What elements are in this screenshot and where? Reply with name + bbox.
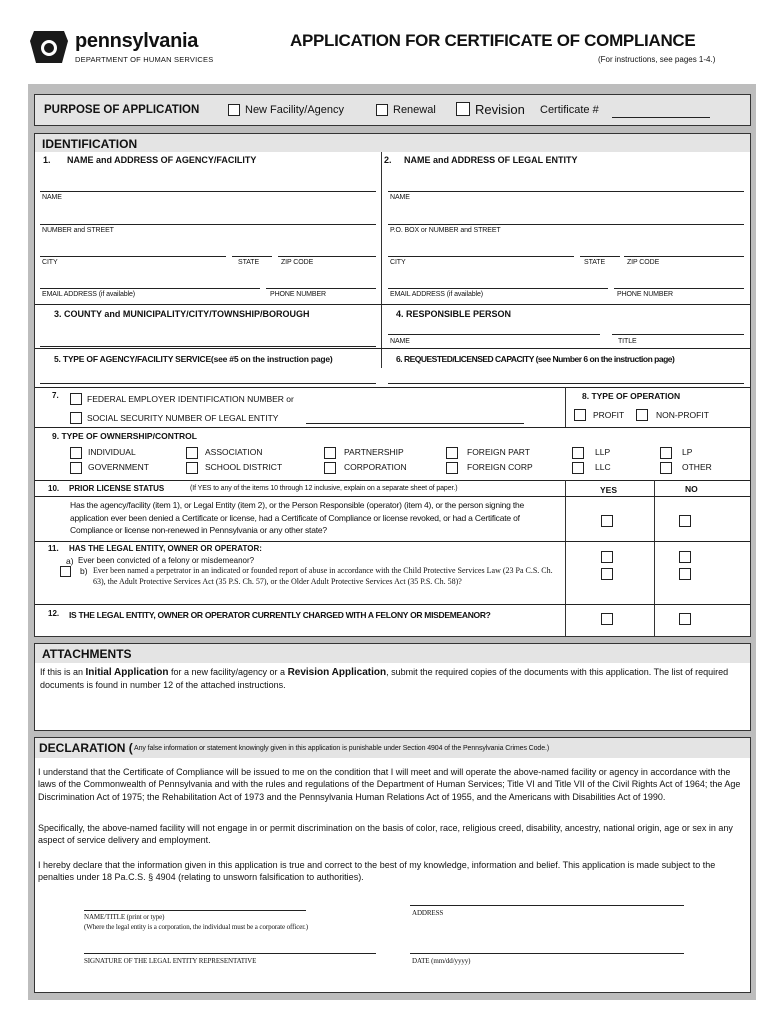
section-12-text: IS THE LEGAL ENTITY, OWNER OR OPERATOR CURRENTLY CHARGED WITH A FELONY OR MISDEMEANOR? bbox=[69, 610, 491, 620]
partnership-label: PARTNERSHIP bbox=[344, 447, 404, 457]
section-11-title: HAS THE LEGAL ENTITY, OWNER OR OPERATOR: bbox=[69, 544, 262, 553]
section-1-title: NAME and ADDRESS OF AGENCY/FACILITY bbox=[67, 155, 257, 165]
section-1-number: 1. bbox=[43, 155, 51, 165]
no-column-header: NO bbox=[685, 484, 698, 494]
foreign-part-checkbox[interactable] bbox=[446, 447, 458, 459]
section-6-title: 6. REQUESTED/LICENSED CAPACITY (see Number 6 on the instruction page) bbox=[396, 354, 675, 364]
q10-no-checkbox[interactable] bbox=[679, 515, 691, 527]
agency-zip-input[interactable] bbox=[278, 256, 376, 257]
legal-entity-phone-label: PHONE NUMBER bbox=[617, 291, 673, 298]
renewal-checkbox[interactable] bbox=[376, 104, 388, 116]
attachments-text-3: for a new facility/agency or a bbox=[168, 667, 288, 677]
attachments-header bbox=[35, 644, 750, 663]
identification-header bbox=[35, 134, 750, 152]
profit-checkbox[interactable] bbox=[574, 409, 586, 421]
llp-checkbox[interactable] bbox=[572, 447, 584, 459]
section-10-title: PRIOR LICENSE STATUS bbox=[69, 484, 165, 493]
address-input[interactable] bbox=[410, 905, 684, 906]
divider bbox=[35, 496, 750, 497]
non-profit-checkbox[interactable] bbox=[636, 409, 648, 421]
declaration-heading: DECLARATION ( bbox=[39, 741, 133, 755]
legal-entity-zip-input[interactable] bbox=[624, 256, 744, 257]
other-label: OTHER bbox=[682, 462, 712, 472]
agency-name-label: NAME bbox=[42, 194, 62, 201]
pa-logo bbox=[28, 27, 70, 65]
legal-entity-state-label: STATE bbox=[584, 259, 606, 266]
section-2-number: 2. bbox=[384, 155, 392, 165]
section-10-question: Has the agency/facility (item 1), or Legal Entity (item 2), or the Person Responsible (operator) (item 4), or the person signing the application ever been denied a Certificate or license, had a Certificate of Compliance or license revoked, or had a Certificate of Compliance or license non-renewed in Pennsylvania or any other state? bbox=[70, 500, 525, 535]
section-11-number: 11. bbox=[48, 544, 59, 553]
government-checkbox[interactable] bbox=[70, 462, 82, 474]
lp-label: LP bbox=[682, 447, 693, 457]
q11b-yes-checkbox[interactable] bbox=[601, 568, 613, 580]
foreign-corp-label: FOREIGN CORP bbox=[467, 462, 533, 472]
agency-email-label: EMAIL ADDRESS (if available) bbox=[42, 291, 136, 298]
agency-city-input[interactable] bbox=[40, 256, 226, 257]
attachments-heading: ATTACHMENTS bbox=[42, 647, 132, 661]
llc-label: LLC bbox=[595, 462, 611, 472]
attachments-text-1: If this is an bbox=[40, 667, 86, 677]
divider bbox=[35, 541, 750, 542]
revision-checkbox[interactable] bbox=[456, 102, 470, 116]
yes-column-divider bbox=[565, 480, 566, 636]
q11a-yes-checkbox[interactable] bbox=[601, 551, 613, 563]
responsible-title-label: TITLE bbox=[618, 338, 637, 345]
responsible-title-input[interactable] bbox=[612, 334, 744, 335]
date-label: DATE (mm/dd/yyyy) bbox=[412, 957, 471, 965]
legal-entity-city-label: CITY bbox=[390, 259, 406, 266]
section-11a-letter: a) bbox=[66, 556, 74, 566]
individual-checkbox[interactable] bbox=[70, 447, 82, 459]
legal-entity-zip-label: ZIP CODE bbox=[627, 259, 660, 266]
no-column-divider bbox=[654, 480, 655, 636]
q10-yes-checkbox[interactable] bbox=[601, 515, 613, 527]
divider bbox=[35, 387, 750, 388]
llc-checkbox[interactable] bbox=[572, 462, 584, 474]
revision-application-term: Revision Application bbox=[287, 667, 387, 678]
attachments-text-5: , submit the required copies of the documents with this application. The list of required documents is found in number 12 of the attached instructions. bbox=[40, 667, 729, 690]
individual-label: INDIVIDUAL bbox=[88, 447, 136, 457]
responsible-name-label: NAME bbox=[390, 338, 410, 345]
org-department: DEPARTMENT OF HUMAN SERVICES bbox=[75, 55, 214, 64]
divider bbox=[35, 427, 750, 428]
agency-email-input[interactable] bbox=[40, 288, 260, 289]
section-10-number: 10. bbox=[48, 484, 60, 493]
q12-yes-checkbox[interactable] bbox=[601, 613, 613, 625]
llp-label: LLP bbox=[595, 447, 611, 457]
signature-label: SIGNATURE OF THE LEGAL ENTITY REPRESENTATIVE bbox=[84, 957, 257, 965]
ssn-label: SOCIAL SECURITY NUMBER OF LEGAL ENTITY bbox=[87, 413, 279, 423]
association-label: ASSOCIATION bbox=[205, 447, 263, 457]
agency-street-input[interactable] bbox=[40, 224, 376, 225]
declaration-paragraph-2: Specifically, the above-named facility will not engage in or permit discrimination on the basis of color, race, religious creed, disability, ancestry, national origin, age or sex in any aspect of service delivery and employment. bbox=[38, 823, 733, 846]
agency-phone-label: PHONE NUMBER bbox=[270, 291, 326, 298]
lp-checkbox[interactable] bbox=[660, 447, 672, 459]
school-district-checkbox[interactable] bbox=[186, 462, 198, 474]
address-label: ADDRESS bbox=[412, 909, 444, 917]
divider bbox=[35, 480, 750, 481]
section-8-title: 8. TYPE OF OPERATION bbox=[582, 391, 681, 401]
foreign-corp-checkbox[interactable] bbox=[446, 462, 458, 474]
section-11b-text: Ever been named a perpetrator in an indicated or founded report of abuse in accordance with the Child Protective Services Law (23 Pa C.S. Ch. 63), the Adult Protective Services Act (35 P.S. Ch. 57), or the Older Adult Protective Services Act (35 P.S. Ch. 58)? bbox=[93, 566, 553, 586]
q11a-no-checkbox[interactable] bbox=[679, 551, 691, 563]
date-input[interactable] bbox=[410, 953, 684, 954]
name-title-label: NAME/TITLE (print or type) bbox=[84, 913, 165, 921]
agency-zip-label: ZIP CODE bbox=[281, 259, 314, 266]
keystone-icon bbox=[28, 27, 70, 65]
legal-entity-street-label: P.O. BOX or NUMBER and STREET bbox=[390, 227, 501, 234]
revision-label: Revision bbox=[475, 102, 525, 117]
section-11b-letter: b) bbox=[80, 566, 88, 576]
association-checkbox[interactable] bbox=[186, 447, 198, 459]
legal-entity-name-input[interactable] bbox=[388, 191, 744, 192]
agency-name-input[interactable] bbox=[40, 191, 376, 192]
section-12-number: 12. bbox=[48, 609, 60, 618]
section-11a-text: Ever been convicted of a felony or misdemeanor? bbox=[78, 556, 255, 565]
declaration-paragraph-1: I understand that the Certificate of Compliance will be issued to me on the condition that I will meet and will operate the above-named facility or agency in accordance with the laws of the Commonwealth of Pennsylvania and with the rules and regulations of the Department of Human Services; Title VI and Title VII of the Civil Rights Act of 1964; the Age Discrimination Act of 1975; the Rehabilitation Act of 1973 and the Pennsylvania Human Relations Act of 1955, and the Americans with Disabilities Act of 1990. bbox=[38, 767, 741, 802]
non-profit-label: NON-PROFIT bbox=[656, 410, 709, 420]
q11a-box[interactable] bbox=[60, 566, 71, 577]
q11b-no-checkbox[interactable] bbox=[679, 568, 691, 580]
ssn-input[interactable] bbox=[306, 423, 524, 424]
new-facility-checkbox[interactable] bbox=[228, 104, 240, 116]
divider bbox=[35, 304, 750, 305]
agency-street-label: NUMBER and STREET bbox=[42, 227, 114, 234]
declaration-paragraph-3: I hereby declare that the information given in this application is true and correct to the best of my knowledge, information and belief. This application is made subject to the penalties under 18 Pa.C.S. § 4904 (relating to unsworn falsification to authorities). bbox=[38, 860, 716, 883]
partnership-checkbox[interactable] bbox=[324, 447, 336, 459]
section-3-title: 3. COUNTY and MUNICIPALITY/CITY/TOWNSHIP/BOROUGH bbox=[54, 309, 310, 319]
government-label: GOVERNMENT bbox=[88, 462, 149, 472]
legal-entity-state-input[interactable] bbox=[580, 256, 620, 257]
declaration-note: Any false information or statement knowingly given in this application is punishable under Section 4904 of the Pennsylvania Crimes Code.) bbox=[134, 745, 550, 752]
foreign-part-label: FOREIGN PART bbox=[467, 447, 530, 457]
school-district-label: SCHOOL DISTRICT bbox=[205, 462, 283, 472]
identification-heading: IDENTIFICATION bbox=[42, 137, 138, 151]
initial-application-term: Initial Application bbox=[85, 667, 169, 678]
fein-label: FEDERAL EMPLOYER IDENTIFICATION NUMBER or bbox=[87, 394, 294, 404]
certificate-label: Certificate # bbox=[540, 104, 599, 116]
purpose-label: PURPOSE OF APPLICATION bbox=[44, 104, 200, 116]
ssn-checkbox[interactable] bbox=[70, 412, 82, 424]
name-title-input[interactable] bbox=[84, 910, 306, 911]
yes-column-header: YES bbox=[600, 485, 618, 495]
other-checkbox[interactable] bbox=[660, 462, 672, 474]
section-4-title: 4. RESPONSIBLE PERSON bbox=[396, 309, 512, 319]
agency-state-label: STATE bbox=[238, 259, 260, 266]
column-divider bbox=[565, 387, 566, 427]
legal-entity-email-label: EMAIL ADDRESS (if available) bbox=[390, 291, 484, 298]
section-9-title: 9. TYPE OF OWNERSHIP/CONTROL bbox=[52, 431, 197, 441]
legal-entity-street-input[interactable] bbox=[388, 224, 744, 225]
q12-no-checkbox[interactable] bbox=[679, 613, 691, 625]
section-2-title: NAME and ADDRESS OF LEGAL ENTITY bbox=[404, 155, 578, 165]
divider bbox=[35, 604, 750, 605]
fein-checkbox[interactable] bbox=[70, 393, 82, 405]
agency-phone-input[interactable] bbox=[266, 288, 376, 289]
page-title: APPLICATION FOR CERTIFICATE OF COMPLIANCE bbox=[290, 31, 696, 50]
renewal-label: Renewal bbox=[393, 104, 436, 116]
county-input[interactable] bbox=[40, 346, 376, 347]
page-subtitle: (For instructions, see pages 1-4.) bbox=[598, 55, 716, 64]
section-5-input[interactable] bbox=[40, 383, 376, 384]
legal-entity-phone-input[interactable] bbox=[614, 288, 744, 289]
org-name: pennsylvania bbox=[75, 30, 199, 52]
divider bbox=[35, 348, 750, 349]
responsible-name-input[interactable] bbox=[388, 334, 600, 335]
attachments-text bbox=[40, 666, 740, 692]
legal-entity-email-input[interactable] bbox=[388, 288, 608, 289]
corporation-label: CORPORATION bbox=[344, 462, 407, 472]
name-title-note: (Where the legal entity is a corporation, the individual must be a corporate officer.) bbox=[84, 923, 308, 931]
certificate-number-input[interactable] bbox=[612, 117, 710, 118]
signature-input[interactable] bbox=[84, 953, 376, 954]
corporation-checkbox[interactable] bbox=[324, 462, 336, 474]
section-7-number: 7. bbox=[52, 391, 59, 400]
agency-city-label: CITY bbox=[42, 259, 58, 266]
section-10-note: (If YES to any of the items 10 through 12 inclusive, explain on a separate sheet of paper.) bbox=[190, 485, 458, 492]
agency-state-input[interactable] bbox=[232, 256, 272, 257]
legal-entity-name-label: NAME bbox=[390, 194, 410, 201]
legal-entity-city-input[interactable] bbox=[388, 256, 574, 257]
new-facility-label: New Facility/Agency bbox=[245, 104, 345, 116]
column-divider bbox=[381, 152, 382, 368]
section-5-title: 5. TYPE OF AGENCY/FACILITY SERVICE(see #5 on the instruction page) bbox=[54, 354, 333, 364]
section-6-input[interactable] bbox=[388, 383, 744, 384]
profit-label: PROFIT bbox=[593, 410, 625, 420]
